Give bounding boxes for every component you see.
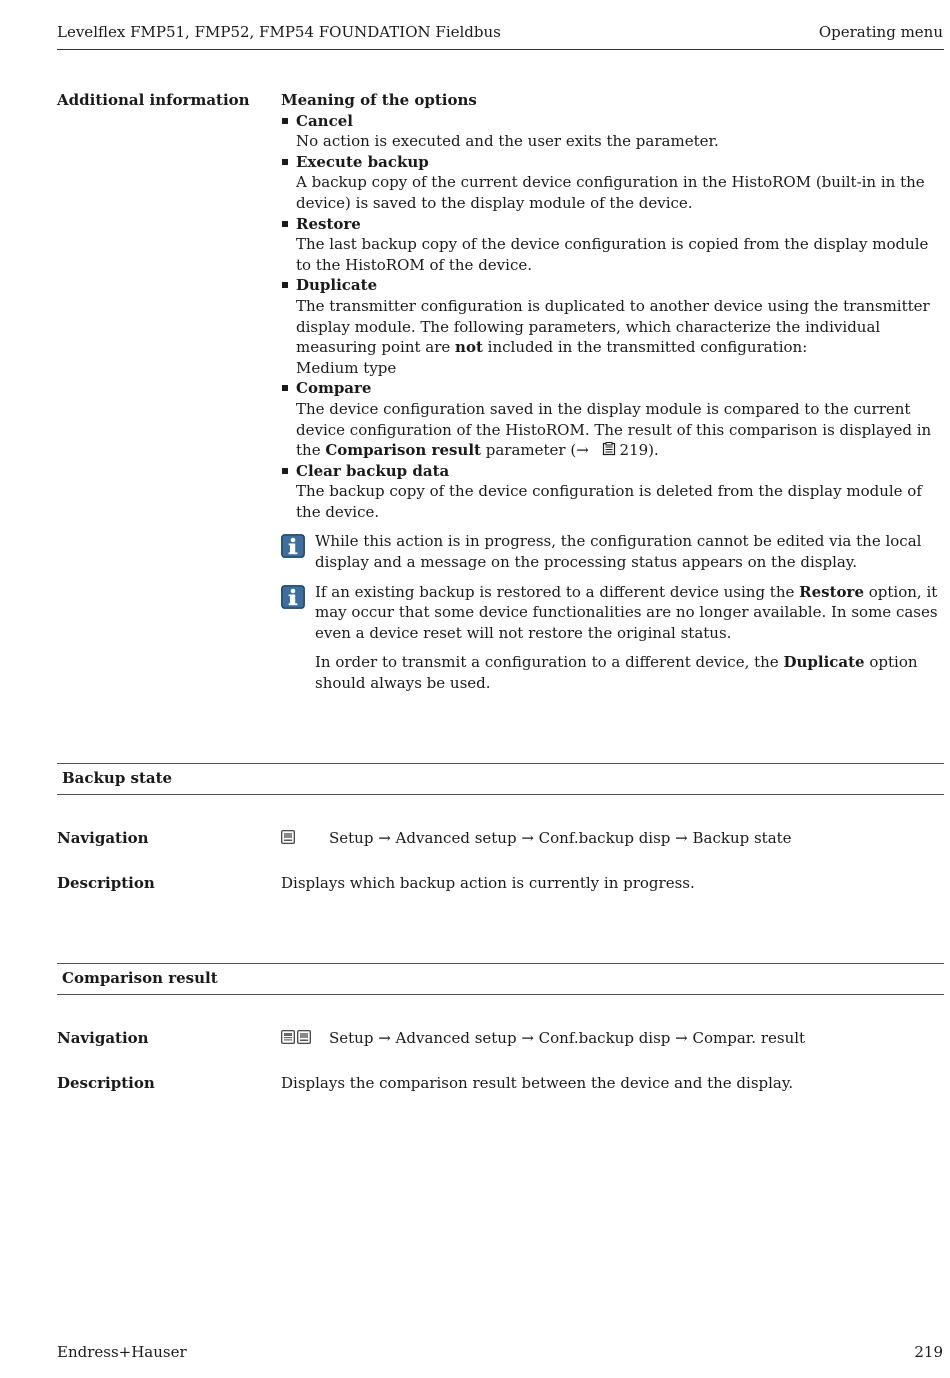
option-name: Execute backup [296, 152, 429, 171]
option-name: Restore [296, 214, 361, 233]
info-note [281, 531, 943, 572]
header-rule [57, 49, 944, 50]
display-operation-icon [281, 830, 295, 844]
navigation-path: Setup → Advanced setup → Conf.backup disp → Compar. result [329, 1029, 806, 1047]
option-item [281, 214, 943, 276]
navigation-path: Setup → Advanced setup → Conf.backup disp → Backup state [329, 829, 792, 847]
navigation-label: Navigation [57, 829, 149, 847]
section-title-comparison-result: Comparison result [62, 969, 218, 987]
options-heading: Meaning of the options [281, 91, 477, 109]
note-text [315, 582, 943, 644]
desc-emphasis: not [455, 338, 483, 357]
page-reference-icon [602, 442, 616, 456]
expert-operation-icon [281, 1030, 295, 1044]
info-icon [281, 585, 305, 609]
comparison-result-link: Comparison result [325, 441, 481, 460]
footer-company: Endress+Hauser [57, 1343, 187, 1361]
section-title-backup-state: Backup state [62, 769, 173, 787]
description-label: Description [57, 1074, 155, 1092]
note-segment: If an existing backup is restored to a different device using the [315, 582, 800, 601]
desc-text: The transmitter configuration is duplicated to another device using the transmitter display module. The following parameters, which characterize the individual measuring point are [296, 296, 930, 357]
navigation-label: Navigation [57, 1029, 149, 1047]
page-number: 219 [914, 1343, 943, 1361]
description-label: Description [57, 874, 155, 892]
info-icon [281, 534, 305, 558]
note-text: While this action is in progress, the configuration cannot be edited via the local display and a message on the processing status appears on the display. [315, 532, 922, 572]
display-operation-icon [297, 1030, 311, 1044]
option-description: No action is executed and the user exits the parameter. [296, 132, 719, 151]
description-text: Displays which backup action is currently in progress. [281, 874, 695, 892]
nav-icons [281, 830, 295, 844]
option-item [281, 275, 943, 378]
option-description: A backup copy of the current device configuration in the HistoROM (built-in in the device) is saved to the display module of the device. [296, 173, 925, 212]
desc-text: included in the transmitted configuration: [482, 338, 808, 357]
desc-text: The device configuration saved in the display module is compared to the current device configuration of the HistoROM. The result of this comparison is displayed in the [296, 399, 932, 460]
note-text [315, 652, 943, 693]
option-name: Clear backup data [296, 461, 450, 480]
desc-text: parameter (→ [480, 441, 594, 460]
option-description [296, 296, 943, 358]
option-description: The last backup copy of the device configuration is copied from the display module to the HistoROM of the device. [296, 235, 929, 274]
additional-information-content [281, 90, 943, 694]
desc-text: ). [648, 441, 659, 460]
option-item [281, 461, 943, 523]
option-name: Compare [296, 379, 372, 398]
running-header-section: Operating menu [818, 23, 943, 41]
option-name: Duplicate [296, 276, 378, 295]
section-rule-top [57, 763, 944, 764]
section-rule-bottom [57, 994, 944, 995]
option-description: The backup copy of the device configuration is deleted from the display module of the device. [296, 482, 922, 521]
excluded-parameter: Medium type [296, 358, 397, 377]
nav-icons [281, 1030, 311, 1044]
option-name: Cancel [296, 111, 353, 130]
options-list [281, 111, 943, 523]
additional-information-label: Additional information [57, 91, 250, 109]
option-item [281, 152, 943, 214]
option-item [281, 378, 943, 460]
description-text: Displays the comparison result between the device and the display. [281, 1074, 794, 1092]
running-header-title: Levelflex FMP51, FMP52, FMP54 FOUNDATION Fieldbus [57, 23, 501, 41]
page-reference[interactable]: 219 [619, 441, 649, 460]
option-description [296, 399, 943, 461]
note-emphasis: Duplicate [783, 653, 865, 672]
note-segment: In order to transmit a configuration to a different device, the [315, 653, 784, 672]
section-rule-top [57, 963, 944, 964]
section-rule-bottom [57, 794, 944, 795]
option-item [281, 111, 943, 152]
info-note [281, 582, 943, 694]
note-emphasis: Restore [799, 582, 864, 601]
note-segment: option should always be used. [315, 653, 918, 693]
note-segment: option, it may occur that some device functionalities are no longer available. In some cases even a device reset will not restore the original status. [315, 582, 938, 642]
